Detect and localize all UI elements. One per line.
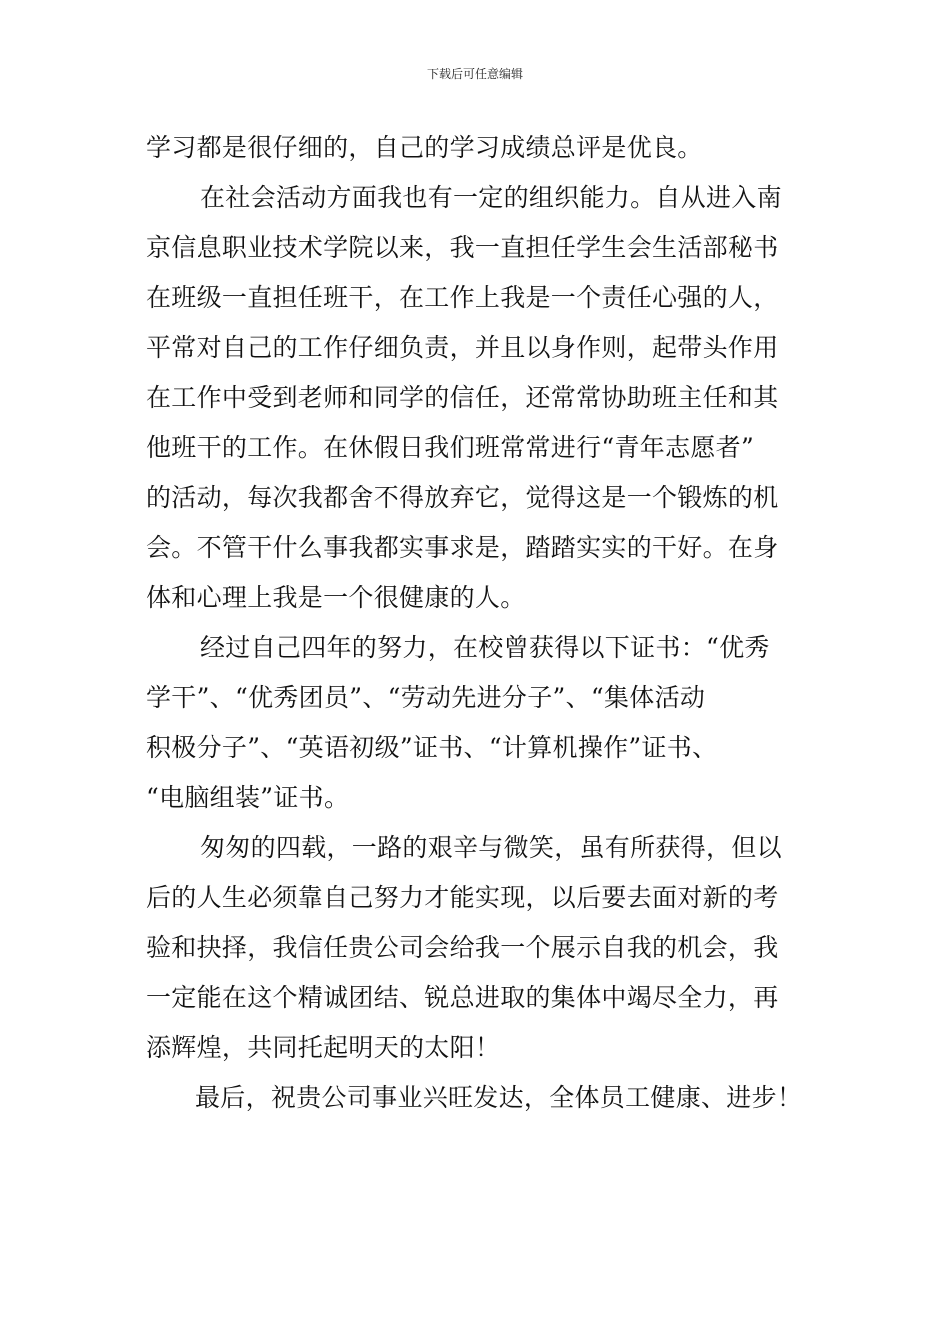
paragraph-start-line: 经过自己四年的努力，在校曾获得以下证书：“优秀 (200, 633, 770, 662)
text-line: 他班干的工作。在休假日我们班常常进行“青年志愿者” (146, 433, 755, 462)
text-line: 的活动，每次我都舍不得放弃它，觉得这是一个锻炼的机 (146, 483, 779, 512)
text-line: 体和心理上我是一个很健康的人。 (146, 583, 526, 612)
paragraph-start-line: 最后，祝贵公司事业兴旺发达，全体员工健康、进步！ (195, 1083, 803, 1112)
text-line: 会。不管干什么事我都实事求是，踏踏实实的干好。在身 (146, 533, 779, 562)
text-line: 平常对自己的工作仔细负责，并且以身作则，起带头作用 (146, 333, 779, 362)
text-line: 添辉煌，共同托起明天的太阳！ (146, 1033, 501, 1062)
text-line: 一定能在这个精诚团结、锐总进取的集体中竭尽全力，再 (146, 983, 779, 1012)
text-line: “电脑组装”证书。 (146, 783, 350, 812)
text-line: 学干”、“优秀团员”、“劳动先进分子”、“集体活动 (146, 683, 706, 712)
text-line: 后的人生必须靠自己努力才能实现，以后要去面对新的考 (146, 883, 779, 912)
paragraph-start-line: 在社会活动方面我也有一定的组织能力。自从进入南 (200, 183, 782, 212)
paragraph-start-line: 匆匆的四载，一路的艰辛与微笑，虽有所获得，但以 (200, 833, 782, 862)
text-line: 积极分子”、“英语初级”证书、“计算机操作”证书、 (146, 733, 718, 762)
text-line: 验和抉择，我信任贵公司会给我一个展示自我的机会，我 (146, 933, 779, 962)
page-header: 下载后可任意编辑 (426, 67, 523, 81)
text-line: 在班级一直担任班干，在工作上我是一个责任心强的人， (146, 283, 779, 312)
text-line: 学习都是很仔细的，自己的学习成绩总评是优良。 (146, 133, 703, 162)
text-line: 京信息职业技术学院以来，我一直担任学生会生活部秘书 (146, 233, 779, 262)
text-line: 在工作中受到老师和同学的信任，还常常协助班主任和其 (146, 383, 779, 412)
